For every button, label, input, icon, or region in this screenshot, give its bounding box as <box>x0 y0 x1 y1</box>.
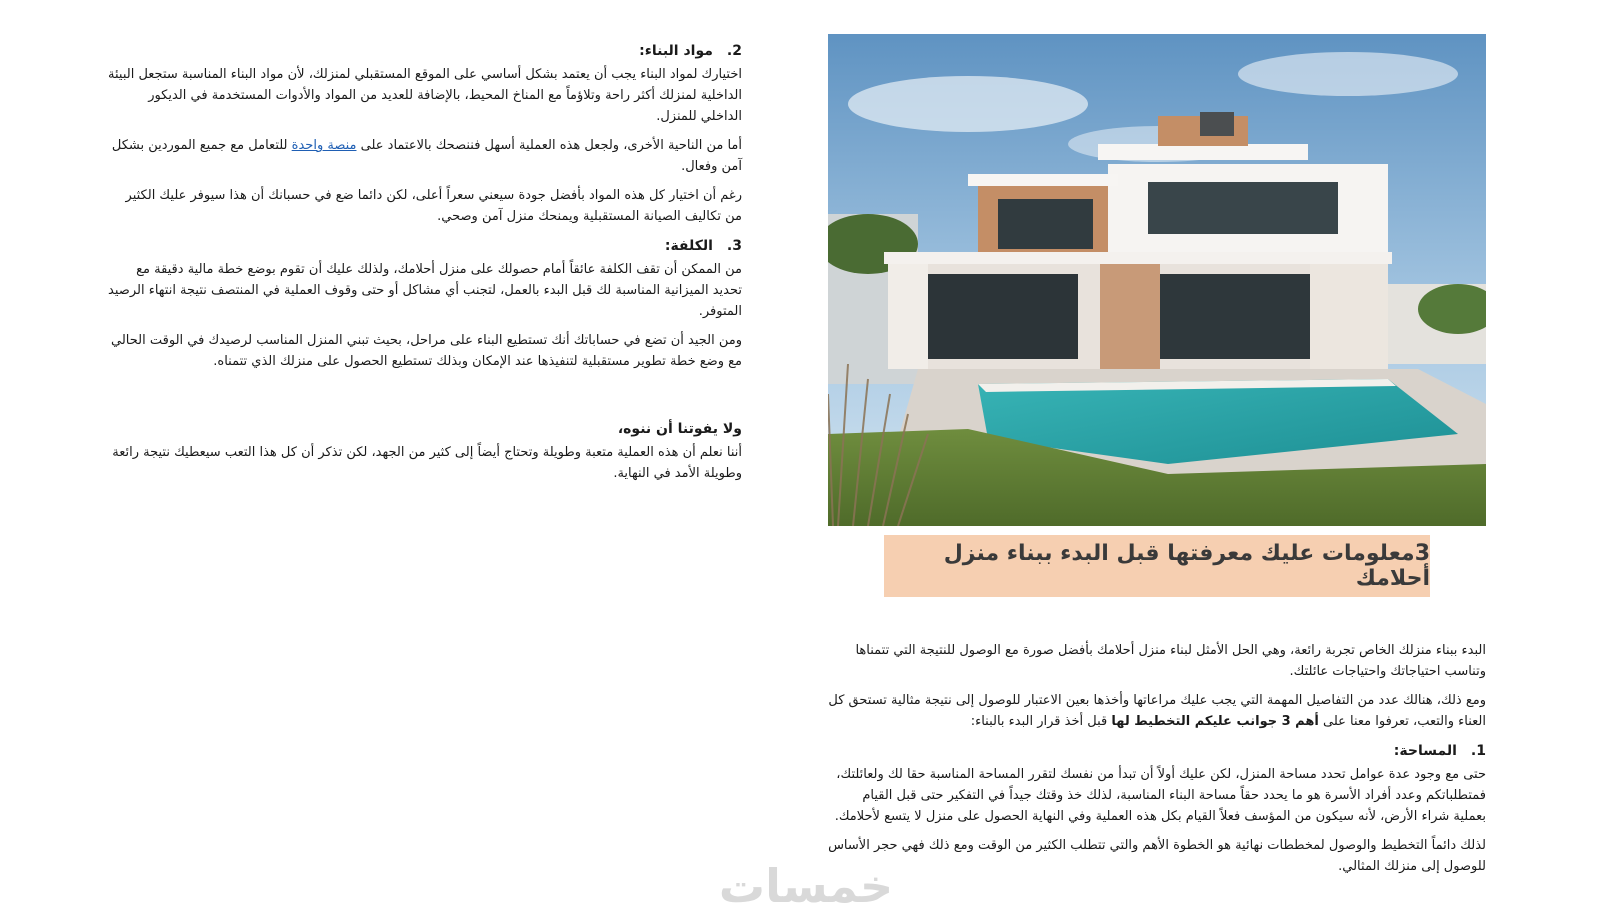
section-heading-materials: 2.مواد البناء: <box>639 43 742 59</box>
right-column <box>828 640 1486 885</box>
paragraph: من الممكن أن تقف الكلفة عائقاً أمام حصولك على منزل أحلامك، ولذلك عليك أن تقوم بوضع خطة مالية دقيقة مع تحديد الميزانية المناسبة لك قبل البدء بالعمل، لتجنب أي مشاكل أو حتى وقوف العملية في المنتصف نتيجة انتهاء الرصيد المتوفر. <box>108 262 742 319</box>
article-title-text: 3معلومات عليك معرفتها قبل البدء ببناء منزل أحلامك <box>943 541 1430 591</box>
platform-link[interactable]: منصة واحدة <box>291 138 357 153</box>
paragraph: حتى مع وجود عدة عوامل تحدد مساحة المنزل، لكن عليك أولاً أن تبدأ من نفسك لتقرر المساحة المناسبة حقا لك ولعائلتك، فمتطلباتكم وعدد أفراد الأسرة هو ما يحدد حقاً مساحة البناء المناسبة، لذلك خذ وقتك جيداً في التفكير حتى قبل القيام بعملية شراء الأرض، لأنه سيكون من المؤسف فعلاً القيام بكل هذه العملية وفي النهاية الحصول على منزل لا يتسع لأحلامك. <box>834 767 1486 824</box>
closing-heading: ولا يفوتنا أن ننوه، <box>617 421 742 437</box>
house-photo <box>828 34 1486 526</box>
section-heading-area: 1.المساحة: <box>1393 743 1486 759</box>
paragraph: اختيارك لمواد البناء يجب أن يعتمد بشكل أساسي على الموقع المستقبلي لمنزلك، لأن مواد البناء المناسبة ستجعل البيئة الداخلية لمنزلك أكثر راحة وتلاؤماً مع المناخ المحيط، بالإضافة للعديد من المواد والأدوات المستخدمة في الديكور الداخلي للمنزل. <box>108 67 742 124</box>
paragraph: لذلك دائماً التخطيط والوصول لمخططات نهائية هو الخطوة الأهم والتي تتطلب الكثير من الوقت ومع ذلك فهي حجر الأساس للوصول إلى منزلك المثالي. <box>828 838 1486 874</box>
article-title <box>884 535 1430 597</box>
intro-paragraph: ومع ذلك، هنالك عدد من التفاصيل المهمة التي يجب عليك مراعاتها وأخذها بعين الاعتبار للوصول إلى نتيجة مثالية تستحق كل العناء والتعب، تعرفوا معنا على أهم 3 جوانب عليكم التخطيط لها قبل أخذ قرار البدء بالبناء: <box>828 693 1486 729</box>
left-column <box>106 40 742 492</box>
section-heading-cost: 3.الكلفة: <box>664 238 742 254</box>
intro-paragraph: البدء ببناء منزلك الخاص تجربة رائعة، وهي الحل الأمثل لبناء منزل أحلامك بأفضل صورة مع الوصول للنتيجة التي تتمناها وتناسب احتياجاتك واحتياجات عائلتك. <box>855 643 1486 679</box>
spacer <box>106 380 742 418</box>
paragraph: ومن الجيد أن تضع في حساباتك أنك تستطيع البناء على مراحل، بحيث تبني المنزل المناسب لرصيدك في الوقت الحالي مع وضع خطة تطوير مستقبلية لتنفيذها عند الإمكان وبذلك تستطيع الحصول على منزلك الذي تتمناه. <box>111 333 742 369</box>
khamsat-watermark: خمسات <box>718 859 894 913</box>
paragraph: رغم أن اختيار كل هذه المواد بأفضل جودة سيعني سعراً أعلى، لكن دائما ضع في حسبانك أن هذا سيوفر عليك الكثير من تكاليف الصيانة المستقبلية ويمنحك منزل آمن وصحي. <box>125 188 742 224</box>
paragraph: أننا نعلم أن هذه العملية متعبة وطويلة وتحتاج أيضاً إلى كثير من الجهد، لكن تذكر أن كل هذا التعب سيعطيك نتيجة رائعة وطويلة الأمد في النهاية. <box>112 445 742 481</box>
paragraph-with-link: أما من الناحية الأخرى، ولجعل هذه العملية أسهل فننصحك بالاعتماد على منصة واحدة للتعامل مع جميع الموردين بشكل آمن وفعال. <box>111 138 742 174</box>
